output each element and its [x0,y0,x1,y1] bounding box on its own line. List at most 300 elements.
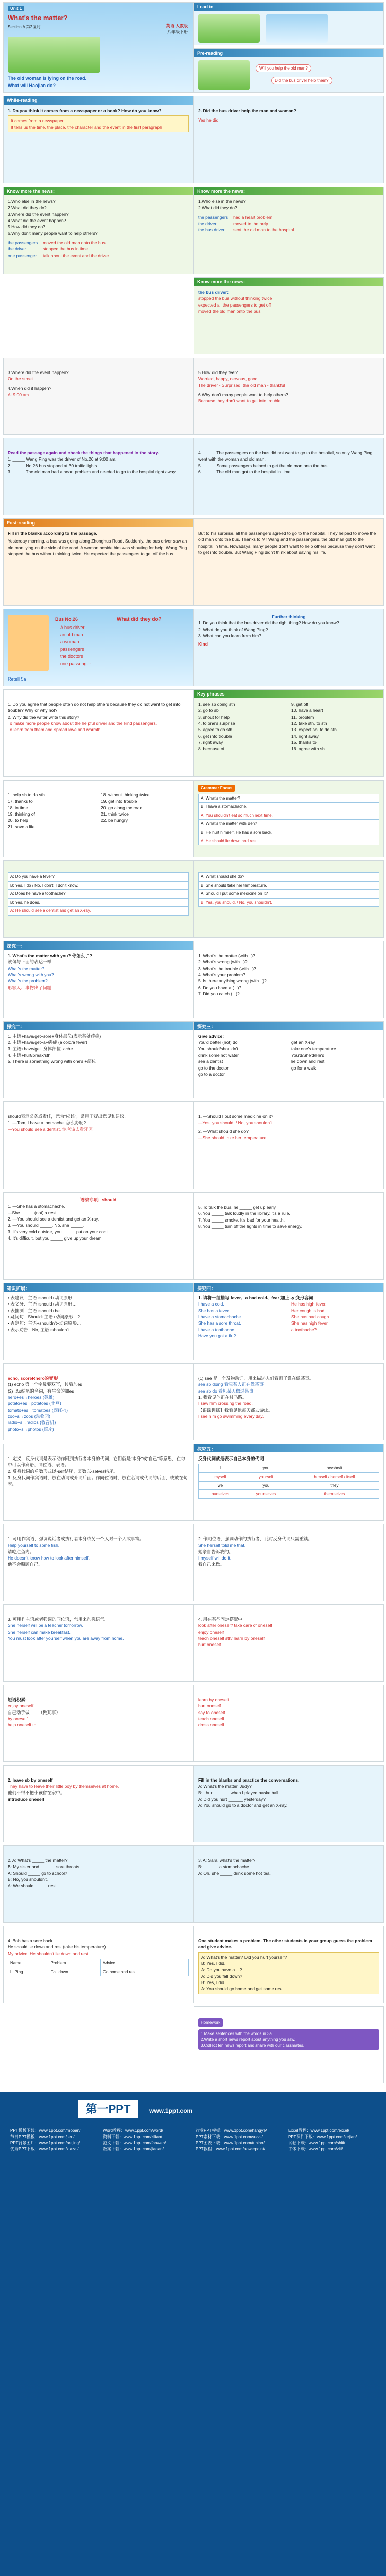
a2: —Yes, you should. / No, you shouldn't. [198,1120,273,1126]
footer-link[interactable]: 节日PPT模板：www.1ppt.com/jieri/ [10,2134,75,2139]
slide-reflexive-3[interactable] [3,1604,194,1682]
phrase: 1. see sb doing sth [198,702,235,707]
footer-link[interactable]: PPT课件下载：www.1ppt.com/kejian/ [288,2134,357,2139]
line: A: What's the matter, Judy? [198,1784,252,1789]
phrase: 22. be hungry [101,818,128,823]
a1: —You should see a dentist. 你应该去看牙医。 [8,1126,97,1132]
footer-link[interactable]: PPT图表下载：www.1ppt.com/tubiao/ [196,2141,265,2145]
line: 请吃点鱼肉。 [8,1549,34,1554]
slide-discussion[interactable] [3,689,194,777]
line: hurt oneself [198,1642,221,1648]
line: by oneself [8,1716,28,1721]
advice: You'd/She'd/He'd [291,1052,325,1058]
line: hurt oneself [198,1703,221,1709]
grade-label: 八年级下册 [167,30,188,35]
what-did-they-do: What did they do? [117,617,162,622]
passage-text: Yesterday morning, a bus was going along Zhonghua Road. Suddenly, the bus driver saw an old man lying on the side of the road. A woman beside him was shouting for help. Wang Ping stopped the bus without thinking twice. He expected the passengers to get off the bus. [8,538,187,556]
line: 5. To talk the bus, he _____ get up early. [198,1205,277,1210]
footer-link[interactable]: Excel教程：www.1ppt.com/excel/ [288,2128,349,2133]
line: I see him go swimming every day. [198,1413,264,1419]
knowledge-header: 知识扩展： [4,1283,193,1292]
slide-phrase-accum-2[interactable] [194,1685,384,1762]
phrase: 15. thanks to [291,739,317,745]
slide-phrases-2[interactable] [3,780,194,857]
item-1: 1. _____ Wang Ping was the driver of No.26 at 9:00 am. [8,456,117,462]
slide-homework[interactable] [194,2006,384,2083]
footer-link[interactable]: 教案下载：www.1ppt.com/jiaoan/ [103,2147,164,2151]
instruction: Fill in the blanks according to the passage. [8,531,97,536]
slide-cover[interactable] [3,2,194,93]
r6: themselves [290,1490,379,1499]
footer-link[interactable]: PPT教程：www.1ppt.com/powerpoint/ [196,2147,266,2151]
line: A: What's the matter? Did you hurt yourself? [201,1954,287,1960]
slide-should-practice[interactable] [3,1192,194,1280]
line: A: Oh, she _____ drink some hot tea. [198,1870,271,1876]
line: They have to leave their little boy by themselves at home. [8,1784,119,1789]
slide-leave-sb[interactable] [3,1765,194,1842]
a-when: At 9:00 am [8,392,29,397]
r-problem: Fall down [48,1968,100,1976]
homework-box [198,2029,379,2050]
phrase: 13. expect sb. to do sth [291,727,337,733]
footer-link[interactable]: PPT模板下载：www.1ppt.com/moban/ [10,2128,81,2133]
slide-fill-blanks-2[interactable] [3,1845,194,1923]
line: She herself can make breakfast. [8,1629,71,1635]
slide-post-reading[interactable] [3,518,194,606]
phrase: 5. agree to do sth [198,727,233,733]
line: 3. —You should _____. No, she _____. [8,1223,84,1228]
intro: 1. What's the matter with you? 你怎么了? [8,953,93,958]
slide-bob-advice[interactable] [3,1926,194,2003]
line: 6. You _____ talk loudly in the library, it's a rule. [198,1211,290,1216]
advice: You'd better (not) do [198,1040,238,1045]
who-3: one passenger [8,252,37,258]
h6: they [290,1481,379,1490]
slide-explore-1b[interactable] [194,941,384,1018]
slide-should-1[interactable] [3,1101,194,1189]
slide-check-things-2[interactable] [194,438,384,515]
who-2: the driver [198,221,217,226]
footer-link[interactable]: Word教程：www.1ppt.com/word/ [103,2128,163,2133]
slide-explore-1[interactable] [3,941,194,1018]
footer-link[interactable]: 行业PPT模板：www.1ppt.com/hangye/ [196,2128,267,2133]
line: 【跟踪训练】我看见他每天都去游泳。 [198,1407,273,1413]
section-label: Section A 第2课时 [8,25,41,29]
line: 3. It's very cold outside, you _____ put on your coat. [8,1229,109,1234]
question-text: 1. Do you think it comes from a newspaper or a book? How do you know? [8,108,162,113]
question-bubble-2: Did the bus driver help them? [271,77,332,84]
line: teach oneself sth/ learn by oneself [198,1635,265,1641]
line: B: My sister and I _____ sore throats. [8,1864,81,1870]
h2: you [242,1464,290,1473]
slide-reflexive-2[interactable] [194,1524,384,1601]
slide-post-reading-2[interactable] [194,518,384,606]
line: echo, scoreRhero的变形 [8,1376,58,1381]
bus-label: Bus No.26 [55,617,78,622]
hw-1: 1.Make sentences with the words in 3a. [201,2031,273,2036]
a-where: On the street [8,376,33,382]
line: I saw him crossing the road. [198,1401,253,1406]
know-more-header: Know more the news: [194,187,383,195]
line: 自己动手做……（做某事） [8,1709,61,1715]
footer-links-4 [288,2128,357,2153]
phrase: 20. go along the road [101,805,143,810]
slide-while-reading[interactable] [3,96,194,183]
line: 3. 反身代词作宾语时，放在动词或介词后面；作同位语时，放在名词或代词的后面，或放在句末。 [8,1475,188,1487]
phrase: 12. take sth. to sth [291,720,327,726]
slide-fill-blanks[interactable] [194,1765,384,1842]
footer-link[interactable]: PPT素材下载：www.1ppt.com/sucai/ [196,2134,263,2139]
instruction: Fill in the blanks and practice the conversations. [198,1777,300,1783]
phrase: 6. get into trouble [198,733,232,739]
slide-explore-4[interactable] [194,1283,384,1360]
line: Have you got a flu? [198,1333,236,1338]
slide-should-practice-2[interactable] [194,1192,384,1280]
line: —She _____ (not) a rest. [8,1210,57,1215]
line: 她亲自告诉我的。 [198,1549,234,1554]
a-why: Because they don't want to get into trouble [198,398,281,404]
slide-grammar-focus[interactable] [194,780,384,857]
did-2: moved to the help [233,221,268,226]
line: Her cough is bad. [291,1308,326,1313]
line: 4. What's your problem? [198,972,245,977]
lead-in-header: Lead in [194,3,383,11]
slide-where-when[interactable] [3,358,194,435]
q-line: 4.What did the event happen? [8,217,66,223]
item: • 表建议：主语+should+动词原形… [8,1295,77,1300]
line: 5. Is there anything wrong (with...)? [198,978,267,984]
q-line: 2.What did they do? [198,205,237,211]
ft-q2: 2. What do you think of Wang Ping? [198,626,268,632]
line-1: A: What should she do? [199,873,379,882]
phrase: 19. thinking of [8,811,35,817]
line: 2. leave sb by oneself [8,1777,53,1783]
footer-link[interactable]: 资料下载：www.1ppt.com/ziliao/ [103,2134,162,2139]
line-2: B: She should take her temperature. [199,881,379,890]
slide-check-things[interactable] [3,438,194,515]
line: 1. 主语+have/get+sore+身体部位(表示某处疼痛) [8,1033,101,1039]
q-line: 1.Who else in the news? [8,199,56,204]
ft-answer: Kind [198,641,208,647]
grammar-table [198,794,379,846]
did-2: stopped the bus in time [43,246,89,252]
line: B: I hurt ______ when I played basketball. [198,1790,280,1795]
phrase: 1. help sb to do sth [8,792,45,798]
q-line: 6.Why don't many people want to help others? [8,230,98,236]
slide-phrase-accum[interactable] [3,1685,194,1762]
line-2: B: Yes, I do / No, I don't. I don't know. [8,881,189,890]
phrase: 4. to one's surprise [198,720,235,726]
slide-further-thinking[interactable] [194,609,384,686]
q3: 2. —What should she do? [198,1128,249,1134]
line: A: Do you have a ...? [201,1967,242,1973]
g2b: B: He hurt himself. He has a sore back. [199,828,379,837]
line-1: A: Do you have a fever? [8,873,189,882]
slide-reflexive-def[interactable] [3,1444,194,1521]
advice: lie down and rest [291,1059,325,1064]
g1c: A: You shouldn't eat so much next time. [199,811,379,820]
pre-reading-header: Pre-reading [194,49,383,57]
r2: yourself [242,1472,290,1481]
h-advice: Advice [100,1959,188,1968]
phrase: 11. problem [291,714,314,720]
line: 1. —She has a stomachache. [8,1204,65,1209]
g1b: B: I have a stomachache. [199,803,379,811]
title: 反身代词就是表示自己本身的代词 [198,1456,264,1461]
cover-illustration [8,37,100,73]
q-line: 2.What did they do? [8,205,47,211]
slide-lead-in[interactable] [194,2,384,45]
footer-link[interactable]: 字体下载：www.1ppt.com/ziti/ [288,2147,343,2151]
line: A: Did you hurt ______ yesterday? [198,1796,266,1802]
line: My advice: He shouldn't lie down and rest [8,1951,89,1956]
line: potato+es→potatoes (土豆) [8,1401,61,1406]
item: • 表示劝告：No, 主语+shouldn't. [8,1327,71,1332]
g2c: A: He should lie down and rest. [199,837,379,845]
item-3: 3. _____ The old man had a heart problem and needed to go to the hospital right away. [8,469,177,474]
title: 语法专项：should [80,1197,117,1202]
line: 短语积累: [8,1697,27,1702]
line: 3. A: Sara, what's the matter? [198,1858,256,1863]
line: She has a fever. [198,1308,230,1313]
advice: get an X-ray [291,1040,315,1045]
advice-table [8,1959,189,1976]
line: 2. 主语+have/get+a+病症 (a cold/a fever) [8,1040,87,1045]
slide-pre-reading[interactable] [194,48,384,93]
line: One student makes a problem. The other students in your group guess the problem and give advice. [198,1938,372,1950]
line: look after oneself/ take care of oneself [198,1623,272,1629]
character-5: the doctors [60,654,83,659]
phrase: 17. thanks to [8,799,33,804]
ex-3: What's wrong with you? [8,972,54,977]
unit-tag: Unit 1 [8,6,24,11]
know-more-header: Know more the news: [4,187,193,195]
footer-link[interactable]: 试卷下载：www.1ppt.com/shiti/ [288,2141,345,2145]
line: 他不会照顾自己。 [8,1562,43,1567]
line: I have a stomachache. [198,1314,242,1319]
line: B: Yes, I did. [201,1960,226,1966]
instruction: Read the passage again and check the things that happened in the story. [8,450,160,455]
line: radio+s→radios (收音机) [8,1420,56,1426]
key-phrases-header: Key phrases [194,690,383,698]
line: 7. You _____ smoke. It's bad for your health. [198,1217,285,1223]
advice: go to a doctor [198,1071,225,1077]
character-6: one passenger [60,661,91,666]
line: 1. 我看见他正在过马路。 [198,1394,247,1400]
slide-fill-blanks-3[interactable] [194,1845,384,1923]
slide-reflexive-1[interactable] [3,1524,194,1601]
a-feel-2: The driver - Surprised, the old man - thankful [198,382,285,388]
bus-picture [8,615,49,671]
question-text: 2. Did the bus driver help the man and woman? [198,108,296,113]
did-3: talk about the event and the driver [43,252,109,258]
q-where: 3.Where did the event happen? [8,370,69,375]
line: enjoy oneself [8,1703,34,1709]
line: He has high fever. [291,1301,327,1307]
line: say to oneself [198,1709,225,1715]
item-4: 4. _____ The passengers on the bus did not want to go to the hospital, so only Wang Ping went with the woman and old man. [198,450,373,462]
line-3: A: Does he have a toothache? [8,890,189,899]
explore-header: 探究四： [194,1283,383,1292]
item: • 表推测：主语+should+be… [8,1308,64,1313]
line: photo+s→photos (照片) [8,1426,54,1432]
line: 他们不得不把小孩留在家中。 [8,1790,65,1795]
phrase: 21. save a life [8,824,35,829]
q-feel: 5.How did they feel? [198,370,238,375]
slide-plural-o[interactable] [3,1363,194,1440]
driver-label: the bus driver: [198,290,229,295]
line: A: Should _____ go to school? [8,1870,67,1876]
answer-text: Yes he did [198,117,219,123]
line-4: B: Yes, you should. / No, you shouldn't. [199,898,379,907]
phrase: 14. right away [291,733,319,739]
q-line: 3.Where did the event happen? [8,211,69,217]
did-1: had a heart problem [233,214,273,220]
line: a toothache? [291,1327,317,1332]
cover-title: What's the matter? [8,14,68,22]
phrase: 18. in time [8,805,28,810]
line: She has high fever. [291,1320,329,1326]
slide-grammar-3[interactable] [194,860,384,938]
line: 3. 可用作主语或者强调的同位语，常用来加强语气。 [8,1617,109,1622]
line: (1) see 是一个及物动词，用来描述人们看到了谁在做某事。 [198,1376,314,1381]
line: introduce oneself [8,1796,44,1802]
line: 1. 请将一组描写 fever、a bad cold、fear 加上 -y 变形容词 [198,1295,313,1300]
g1a: A: What's the matter? [199,794,379,803]
publisher-label: 英语 人教版 [166,24,188,28]
post-reading-header: Post-reading [4,519,193,527]
a3: —She should take her temperature. [198,1134,268,1140]
line: see sb do 看见某人做过某事 [198,1388,254,1394]
line: B: I _____ a stomachache. [198,1864,251,1870]
h3: he/she/it [290,1464,379,1473]
line: 3. What's the trouble (with...)? [198,965,256,971]
item-6: 6. _____ The old man got to the hospital in time. [198,469,292,474]
line: 5. There is something wrong with one's +部位 [8,1059,96,1064]
phrase: 19. get into trouble [101,799,137,804]
ft-q3: 3. What can you learn from him? [198,633,261,638]
footer-logo[interactable] [77,2099,139,2119]
lead-in-picture-2 [266,14,328,43]
slide-reflexive-4[interactable] [194,1604,384,1682]
dq-2: 2. Why did the writer write this story? [8,714,79,720]
slide-group-game[interactable] [194,1926,384,2003]
footer-link[interactable]: PPT背景图片：www.1ppt.com/beijing/ [10,2141,80,2145]
phrase: 2. go to sb [198,708,219,714]
line: 4. It's difficult, but you _____ give up your dream. [8,1235,103,1241]
footer-link[interactable]: 优秀PPT下载：www.1ppt.com/xiazai/ [10,2147,79,2151]
slide-retell[interactable] [3,609,194,686]
r4: ourselves [199,1490,242,1499]
explore-header: 探究五： [194,1444,383,1452]
explore-header: 探究一： [4,941,193,950]
character-3: a woman [60,639,79,645]
passage-text: But to his surprise, all the passengers agreed to go to the hospital. They helped to move the old man onto the bus. Thanks to Mr Wang and the passengers, the old man got to the hospital in time. Nowadays, many people don't want to help others because they don't want to get into trouble. But Wang Ping didn't think about saving his life. [198,531,376,555]
line: B: No, you shouldn't. [8,1876,48,1882]
line: learn by oneself [198,1697,230,1702]
phrase: 18. without thinking twice [101,792,150,798]
did-1: moved the old man onto the bus [43,240,106,245]
h1: I [199,1464,242,1473]
explore-header: 探究三： [194,1022,383,1030]
line: 4. 用在某些固定搭配中 [198,1617,242,1622]
slide-knowledge-extension[interactable] [3,1283,194,1360]
slide-should-2[interactable] [194,1101,384,1189]
grammar-table-3 [198,872,379,907]
advice: see a dentist [198,1059,223,1064]
line: She herself will be a teacher tomorrow. [8,1623,83,1629]
line: 8. You _____ turn off the lights in time to save energy. [198,1223,302,1229]
slide-reflexive-pronouns[interactable] [194,1444,384,1521]
phrase: 10. have a heart [291,708,323,714]
character-1: A bus driver [60,625,85,630]
r1: myself [199,1472,242,1481]
slide-key-phrases[interactable] [194,689,384,777]
retell-label: Retell 5a [8,676,26,682]
who-1: the passengers [8,240,38,245]
line: A: We should _____ rest. [8,1883,57,1889]
advice: You should/shouldn't [198,1046,238,1052]
line: 2. —You should see a dentist and get an X-ray. [8,1216,99,1222]
slide-see-sb-doing[interactable] [194,1363,384,1440]
slide-know-more-3[interactable] [194,277,384,354]
slide-explore-2[interactable] [3,1021,194,1098]
line: A: You should go home and get some rest. [201,1986,284,1992]
line: 1. 定义：反身代词是表示动作回到执行者本身的代词，它们就是"本身"或"自己"等意思，在句中可以作宾语、同位语、表语。 [8,1456,185,1468]
phrase: 8. because of [198,746,225,752]
driver-action-3: moved the old man onto the bus [198,308,261,314]
further-thinking-title: Further thinking [272,614,306,619]
line: He should lie down and rest (take his temperature) [8,1944,106,1950]
slide-explore-3[interactable] [194,1021,384,1098]
character-4: passengers [60,647,84,652]
who-1: the passengers [198,214,229,220]
h5: you [242,1481,290,1490]
intro: should表示义务或责任，意为"应该"，常用于提出意见和建议。 [8,1114,129,1119]
footer-links-2 [103,2128,166,2153]
line: I myself will do it. [198,1555,232,1561]
answer-1: It comes from a newspaper. [11,118,65,124]
footer-link[interactable]: 范文下载：www.1ppt.com/fanwen/ [103,2141,166,2145]
line: (2) 以o结尾的名词，有生命的加es [8,1388,74,1394]
footer-bar [0,2092,386,2576]
line: (1) echo 第一个字母要双写，其后加es [8,1382,82,1387]
pronoun-table [198,1464,379,1498]
footer-site[interactable]: www.1ppt.com [149,2107,193,2114]
q-line: 1.Who else in the news? [198,199,246,204]
slide-feelings[interactable] [194,358,384,435]
driver-action-2: expected all the passengers to get off [198,302,271,308]
q1: 1. —Tom, I have a toothache. 怎么办呢? [8,1120,86,1126]
line: A: You should go to a doctor and get an X-ray. [198,1803,288,1808]
ex-4: What's the problem? [8,978,48,984]
r-advice: Go home and rest [100,1968,188,1976]
advice-title: Give advice: [198,1033,224,1039]
pre-reading-picture [198,60,250,90]
slide-know-more-2[interactable] [194,187,384,274]
ft-q1: 1. Do you think that the bus driver did the right thing? How do you know? [198,620,339,626]
da-1: To make more people know about the helpful driver and the kind passengers. [8,720,157,726]
slide-grammar-2[interactable] [3,860,194,938]
line-3: A: Should I put some medicine on it? [199,890,379,899]
line: Help yourself to some fish. [8,1543,60,1548]
slide-bus-driver-question[interactable] [194,96,384,183]
line: 6. Do you have a (...)? [198,985,242,990]
logo-text: 第一PPT [85,2103,131,2115]
driver-action-1: stopped the bus without thinking twice [198,296,272,301]
line: teach oneself [198,1716,224,1721]
slide-know-more-1[interactable] [3,187,194,274]
